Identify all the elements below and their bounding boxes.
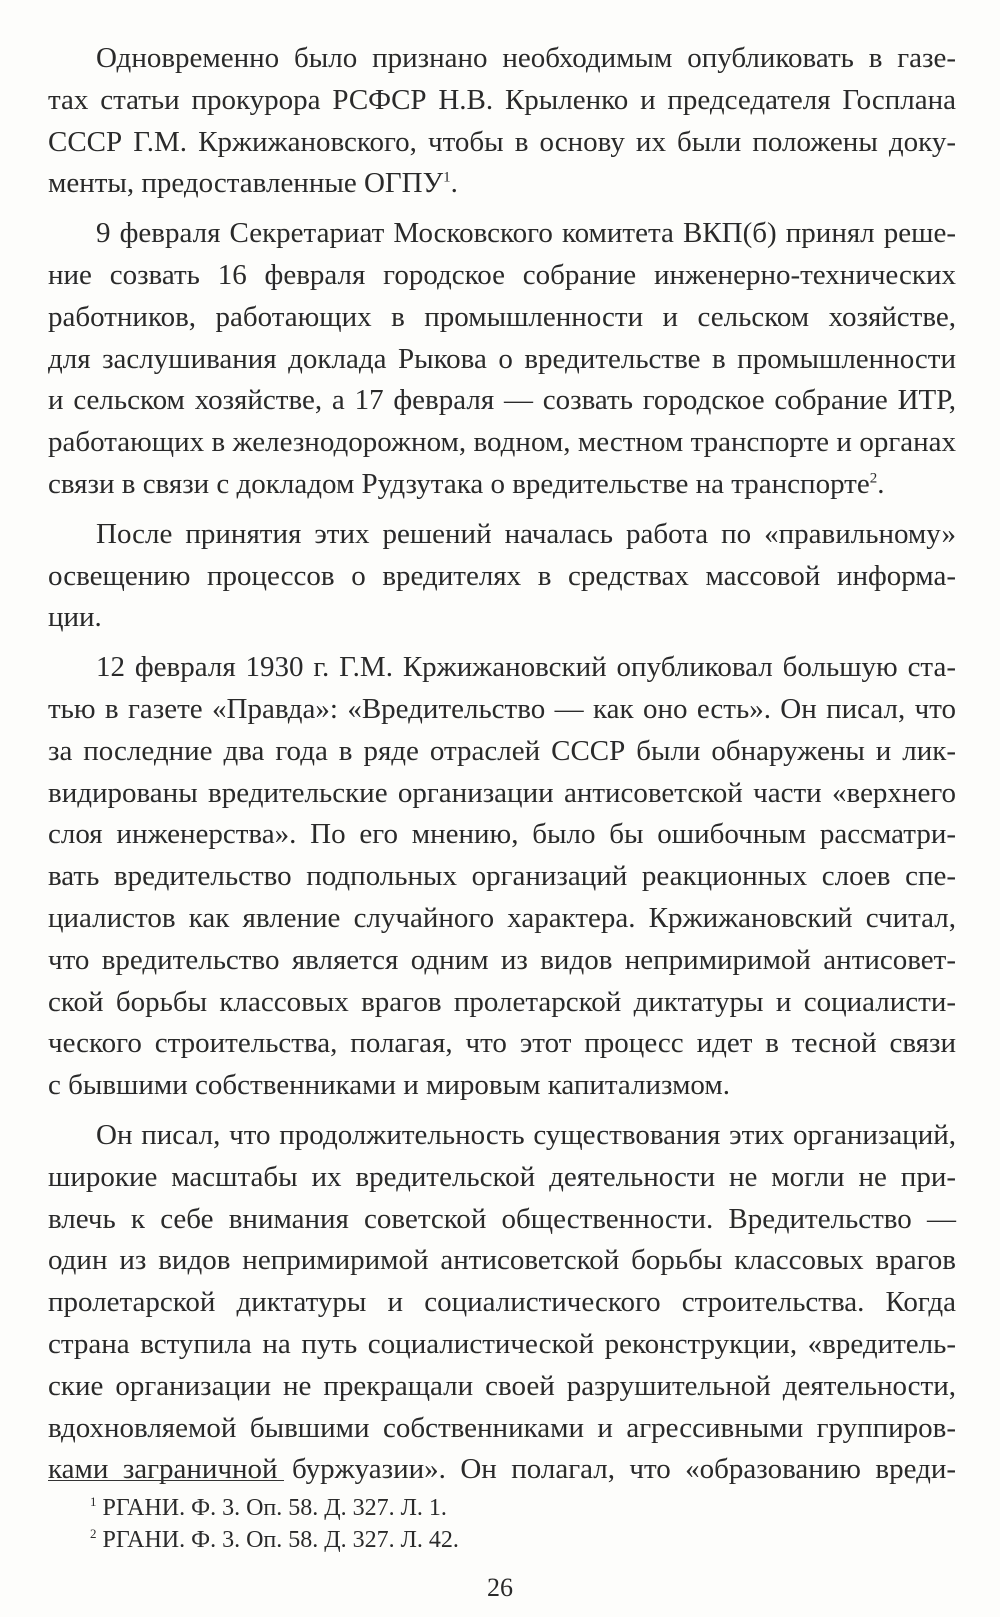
- text-line: ские организации не прекращали своей разрушительной деятельности,: [48, 1369, 956, 1402]
- text-fragment: связи в связи с докладом Рудзутака о вредительстве на транспорте: [48, 467, 870, 500]
- text-line: ками заграничной буржуазии». Он полагал, что «образованию вреди-: [48, 1453, 956, 1486]
- text-line: ческого строительства, полагая, что этот процесс идет в тесной связи: [48, 1027, 956, 1060]
- footnote-mark: 1: [90, 1494, 97, 1509]
- text-line: 12 февраля 1930 г. Г.М. Кржижановский опубликовал большую ста-: [96, 651, 956, 684]
- text-line: слоя инженерства». По его мнению, было бы ошибочным рассматри-: [48, 818, 956, 851]
- footnote-ref-1: 1: [443, 169, 451, 186]
- paragraph-4: [48, 647, 956, 1107]
- footnotes: [90, 1492, 790, 1556]
- text-line: один из видов непримиримой антисоветской борьбы классовых врагов: [48, 1244, 956, 1277]
- page-number: 26: [487, 1573, 513, 1602]
- text-line: ние созвать 16 февраля городское собрание инженерно-технических: [48, 258, 956, 291]
- text-line: циалистов как явление случайного характера. Кржижановский считал,: [48, 901, 956, 934]
- footnote-mark: 2: [90, 1526, 97, 1541]
- text-line: что вредительство является одним из видов непримиримой антисовет-: [48, 943, 956, 976]
- text-line: видированы вредительские организации антисоветской части «верхнего: [48, 776, 956, 809]
- text-line: СССР Г.М. Кржижановского, чтобы в основу их были положены доку-: [48, 125, 956, 158]
- text-line: ции.: [48, 601, 102, 634]
- text-line: для заслушивания доклада Рыкова о вредительстве в промышленности: [48, 342, 956, 375]
- text-line: ской борьбы классовых врагов пролетарской диктатуры и социалисти-: [48, 985, 956, 1018]
- footnote-divider: [48, 1480, 284, 1481]
- text-line: После принятия этих решений началась работа по «правильному»: [96, 517, 956, 550]
- text-line: влечь к себе внимания советской общественности. Вредительство —: [48, 1202, 956, 1235]
- text-fragment: .: [450, 167, 458, 200]
- text-line: освещению процессов о вредителях в средствах массовой информа-: [48, 559, 956, 592]
- footnote-text: РГАНИ. Ф. 3. Оп. 58. Д. 327. Л. 1.: [102, 1495, 447, 1521]
- text-line: вдохновляемой бывшими собственниками и агрессивными группиров-: [48, 1411, 956, 1444]
- text-line: за последние два года в ряде отраслей СССР были обнаружены и лик-: [48, 734, 956, 767]
- text-line: тах статьи прокурора РСФСР Н.В. Крыленко и председателя Госплана: [48, 83, 956, 116]
- footnote-text: РГАНИ. Ф. 3. Оп. 58. Д. 327. Л. 42.: [102, 1527, 459, 1553]
- text-line: и сельском хозяйстве, а 17 февраля — созвать городское собрание ИТР,: [48, 384, 956, 417]
- text-line: 9 февраля Секретариат Московского комитета ВКП(б) принял реше-: [96, 217, 956, 250]
- text-line: широкие масштабы их вредительской деятельности не могли не при-: [48, 1160, 956, 1193]
- footnote-ref-2: 2: [869, 470, 878, 487]
- text-line: страна вступила на путь социалистической реконструкции, «вредитель-: [48, 1327, 956, 1360]
- paragraph-3: [48, 514, 956, 639]
- text-fragment: менты, предоставленные ОГПУ: [48, 167, 444, 200]
- text-line: тью в газете «Правда»: «Вредительство — как оно есть». Он писал, что: [48, 692, 956, 725]
- text-line-with-footnote: [48, 163, 956, 205]
- text-line: вать вредительство подпольных организаций реакционных слоев спе-: [48, 860, 956, 893]
- text-line: Одновременно было признано необходимым опубликовать в газе-: [96, 42, 956, 74]
- paragraph-2: [48, 213, 956, 506]
- paragraph-1: [48, 38, 956, 205]
- footnote-2: [90, 1524, 790, 1556]
- text-line: пролетарской диктатуры и социалистического строительства. Когда: [48, 1286, 956, 1319]
- text-line: работников, работающих в промышленности и сельском хозяйстве,: [48, 300, 956, 333]
- footnote-1: [90, 1492, 790, 1524]
- paragraph-5: [48, 1115, 956, 1491]
- text-line-with-footnote: [48, 464, 956, 506]
- text-line: с бывшими собственниками и мировым капитализмом.: [48, 1069, 730, 1102]
- body-text: [48, 38, 956, 1499]
- text-line: работающих в железнодорожном, водном, местном транспорте и органах: [48, 426, 956, 459]
- text-line: Он писал, что продолжительность существования этих организаций,: [96, 1118, 956, 1151]
- text-fragment: .: [877, 467, 885, 500]
